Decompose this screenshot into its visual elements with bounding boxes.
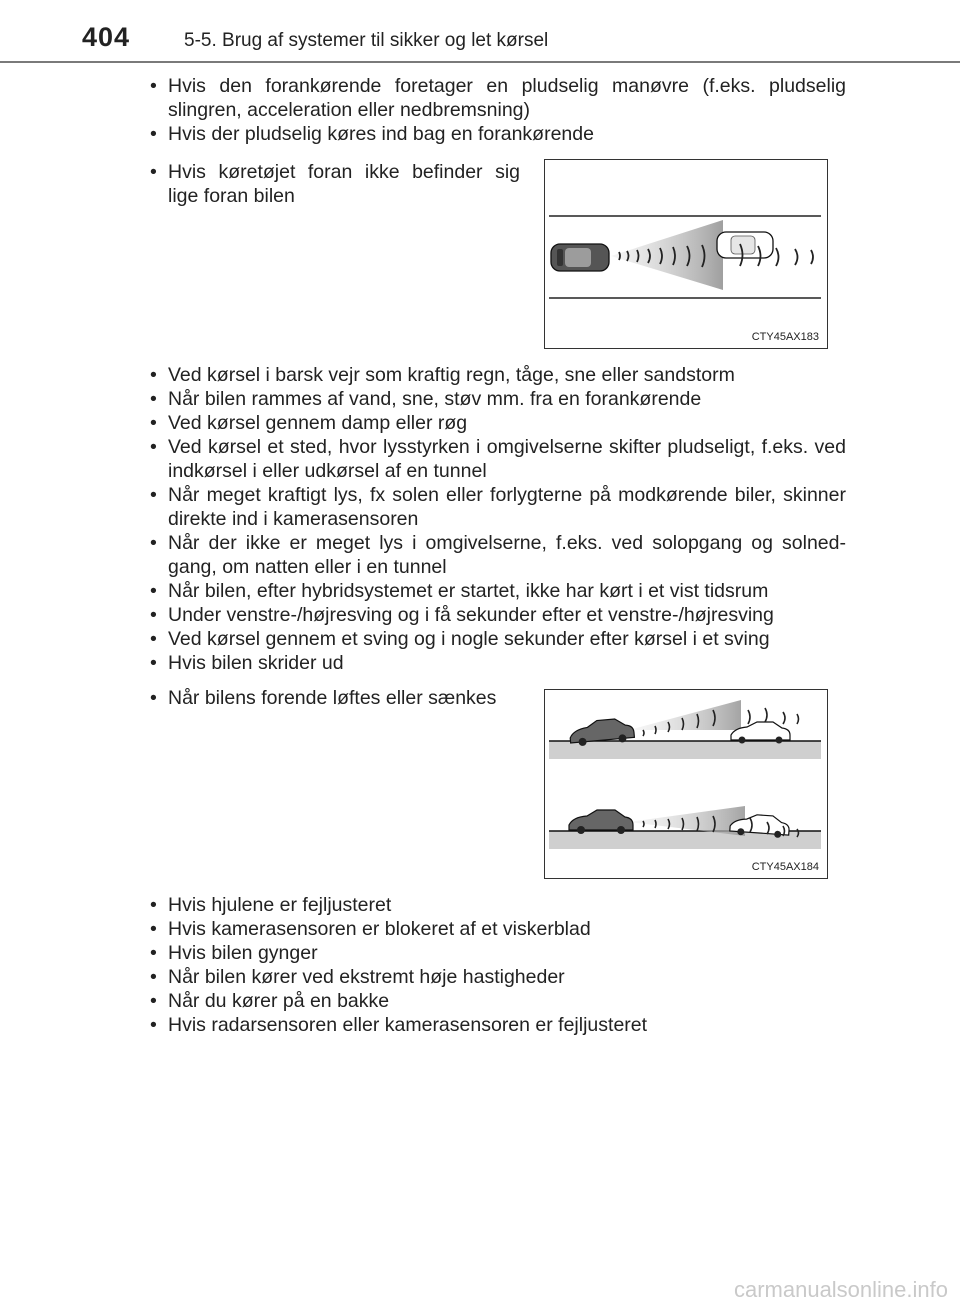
list-item: • Under venstre-/højresving og i få sekunder efter et venstre-/højresving bbox=[146, 603, 846, 627]
radar-beam-top bbox=[629, 700, 741, 730]
offset-vehicle-illustration bbox=[545, 160, 827, 348]
bullet-list-4 bbox=[146, 686, 526, 710]
list-item: • Hvis radarsensoren eller kamerasensoren er fejljusteret bbox=[146, 1013, 846, 1037]
figure-pitching-vehicle bbox=[544, 689, 828, 879]
bullet-list-2 bbox=[146, 160, 520, 208]
figure-code: CTY45AX183 bbox=[751, 331, 819, 343]
list-item: • Når du kører på en bakke bbox=[146, 989, 846, 1013]
list-item: • Hvis kamerasensoren er blokeret af et viskerblad bbox=[146, 917, 846, 941]
list-item: • Ved kørsel et sted, hvor lysstyrken i omgivelserne skifter pludseligt, f.eks. ved indkørsel i eller udkørsel af en tunnel bbox=[146, 435, 846, 483]
list-item: • Hvis køretøjet foran ikke befinder sig lige foran bilen bbox=[146, 160, 520, 208]
own-car bbox=[551, 244, 609, 271]
figure-offset-vehicle bbox=[544, 159, 828, 349]
page-number: 404 bbox=[82, 22, 131, 52]
list-item: • Når bilen kører ved ekstremt høje hastigheder bbox=[146, 965, 846, 989]
offset-car bbox=[717, 232, 773, 258]
list-item: • Når bilen rammes af vand, sne, støv mm. fra en forankørende bbox=[146, 387, 846, 411]
header-divider bbox=[0, 61, 960, 63]
list-item: • Hvis hjulene er fejljusteret bbox=[146, 893, 846, 917]
pitching-vehicle-illustration bbox=[545, 690, 827, 878]
figure-code: CTY45AX184 bbox=[751, 861, 819, 873]
bullet-list-5 bbox=[146, 893, 846, 1037]
own-car-bottom bbox=[569, 810, 633, 834]
list-item: • Hvis bilen gynger bbox=[146, 941, 846, 965]
bullet-list-1 bbox=[146, 74, 846, 146]
list-item: • Når bilen, efter hybridsystemet er startet, ikke har kørt i et vist tidsrum bbox=[146, 579, 846, 603]
list-item: • Når der ikke er meget lys i omgivelserne, f.eks. ved solopgang og solned- gang, om natten eller i en tunnel bbox=[146, 531, 846, 579]
list-item: • Hvis bilen skrider ud bbox=[146, 651, 846, 675]
list-item: • Når meget kraftigt lys, fx solen eller forlygterne på modkørende biler, skinner direkte ind i kamerasensoren bbox=[146, 483, 846, 531]
list-item: • Ved kørsel gennem damp eller røg bbox=[146, 411, 846, 435]
page-header bbox=[0, 0, 960, 64]
section-title: 5-5. Brug af systemer til sikker og let kørsel bbox=[184, 30, 549, 51]
list-item: • Ved kørsel gennem et sving og i nogle sekunder efter kørsel i et sving bbox=[146, 627, 846, 651]
road-top bbox=[549, 741, 821, 759]
list-item: • Ved kørsel i barsk vejr som kraftig regn, tåge, sne eller sandstorm bbox=[146, 363, 846, 387]
bullet-list-3 bbox=[146, 363, 846, 675]
list-item: • Hvis der pludselig køres ind bag en forankørende bbox=[146, 122, 846, 146]
list-item: • Hvis den forankørende foretager en pludselig manøvre (f.eks. pludselig slingren, acceleration eller nedbremsning) bbox=[146, 74, 846, 122]
list-item: • Når bilens forende løftes eller sænkes bbox=[146, 686, 526, 710]
watermark: carmanualsonline.info bbox=[733, 1277, 948, 1302]
